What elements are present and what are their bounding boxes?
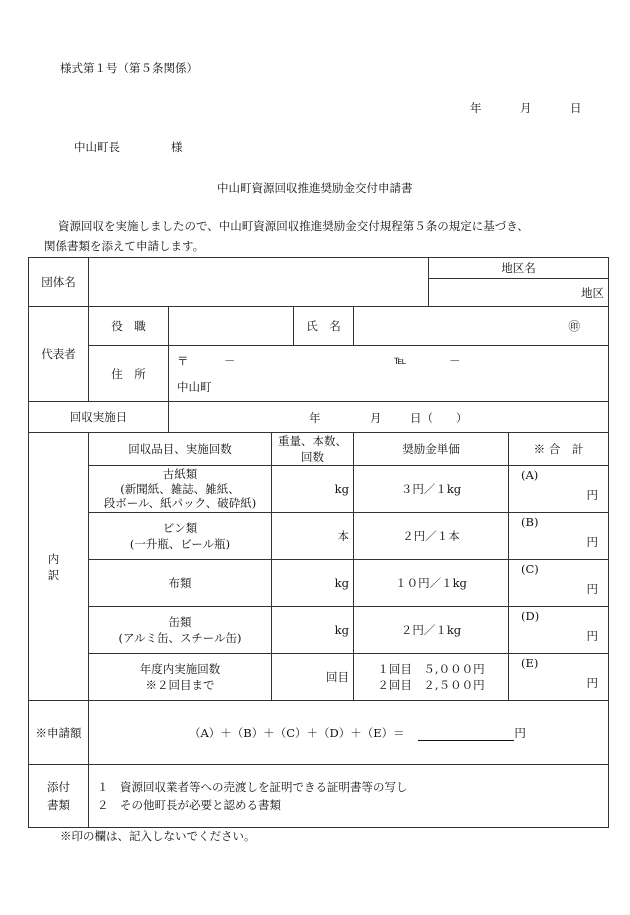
date-year: 年 [470, 101, 482, 115]
total-field[interactable] [509, 607, 609, 654]
item-detail: (アルミ缶、スチール缶) [118, 631, 242, 645]
attachments-label [29, 765, 89, 828]
rate-cell: ３円／１kg [354, 466, 509, 513]
yen-unit: 円 [586, 629, 598, 643]
header-item: 回収品目、実施回数 [89, 433, 272, 466]
item-name: 布類 [168, 576, 192, 590]
attachment-item: ２ その他町長が必要と認める書類 [97, 798, 281, 812]
unit-label: kg [334, 623, 349, 637]
date-month: 月 [520, 101, 532, 115]
group-name-field[interactable] [89, 258, 429, 307]
item-name: 年度内実施回数 [139, 661, 221, 676]
rate-cell [354, 654, 509, 701]
total-field[interactable] [509, 560, 609, 607]
total-label: (D) [521, 609, 540, 623]
form-number: 様式第１号（第５条関係） [60, 61, 198, 75]
header-total: ※ 合 計 [509, 433, 609, 466]
rate-cell: １０円／１kg [354, 560, 509, 607]
item-detail: (一升瓶、ビール瓶) [129, 537, 231, 551]
intro-line-2: 関係書類を添えて申請します。 [44, 239, 205, 253]
addressee: 中山町長 [74, 140, 120, 154]
item-detail: (新聞紙、雑誌、雑紙、 [120, 481, 240, 496]
footnote: ※印の欄は、記入しないでください。 [60, 829, 256, 843]
header-quantity: 重量、本数、回数 [272, 433, 354, 466]
table-row [29, 513, 609, 560]
yen-unit: 円 [586, 535, 598, 549]
attachments-label-line: 書類 [47, 798, 70, 812]
unit-label: kg [334, 482, 349, 496]
amount-blank-line[interactable] [418, 728, 514, 741]
rate-cell: ２円／１本 [354, 513, 509, 560]
total-label: (E) [521, 656, 539, 670]
date-day: 日 [570, 101, 582, 115]
item-name: 古紙類 [162, 466, 198, 481]
table-row [29, 466, 609, 513]
postal-dash: － [224, 354, 236, 368]
unit-label: 本 [337, 529, 349, 543]
total-field[interactable] [509, 466, 609, 513]
rate-line: １回目 ５,０００円 [377, 661, 485, 676]
representative-label: 代表者 [29, 307, 89, 402]
header-rate: 奨励金単価 [354, 433, 509, 466]
name-label: 氏 名 [294, 307, 354, 346]
quantity-field[interactable] [272, 654, 354, 701]
item-detail: ※２回目まで [145, 678, 215, 692]
intro-line-1: 資源回収を実施しましたので、中山町資源回収推進奨励金交付規程第５条の規定に基づき、 [58, 219, 529, 233]
rate-line: ２回目 ２,５００円 [377, 678, 485, 692]
application-amount-field[interactable] [89, 701, 609, 765]
item-cell [89, 607, 272, 654]
quantity-field[interactable] [272, 607, 354, 654]
total-field[interactable] [509, 654, 609, 701]
quantity-field[interactable] [272, 466, 354, 513]
yen-unit: 円 [586, 488, 598, 502]
collection-date-day: 日（ ） [410, 411, 468, 425]
collection-date-field[interactable] [169, 402, 609, 433]
yen-unit: 円 [586, 582, 598, 596]
table-row [29, 654, 609, 701]
yen-unit: 円 [586, 676, 598, 690]
town-prefix: 中山町 [177, 380, 212, 394]
total-field[interactable] [509, 513, 609, 560]
total-label: (C) [521, 562, 539, 576]
unit-label: kg [334, 576, 349, 590]
rate-cell: ２円／１kg [354, 607, 509, 654]
unit-label: 回目 [326, 670, 349, 684]
application-form-table [28, 257, 609, 828]
quantity-field[interactable] [272, 560, 354, 607]
item-detail: 段ボール、紙パック、破砕紙) [103, 496, 257, 511]
item-cell [89, 466, 272, 513]
address-field[interactable] [169, 346, 609, 402]
document-title: 中山町資源回収推進奨励金交付申請書 [217, 181, 413, 195]
position-field[interactable] [169, 307, 294, 346]
address-label: 住 所 [89, 346, 169, 402]
item-name: 缶類 [168, 614, 192, 629]
amount-formula: （A）＋（B）＋（C）＋（D）＋（E）＝ [189, 725, 405, 740]
item-cell [89, 560, 272, 607]
position-label: 役 職 [89, 307, 169, 346]
district-suffix: 地区 [581, 285, 604, 300]
total-label: (B) [521, 515, 539, 529]
attachments-list [89, 765, 609, 828]
table-row [29, 560, 609, 607]
table-row [29, 607, 609, 654]
attachments-label-line: 添付 [47, 779, 70, 794]
district-field[interactable] [429, 279, 609, 307]
collection-date-label: 回収実施日 [29, 402, 169, 433]
application-amount-label: ※申請額 [29, 701, 89, 765]
breakdown-label: 内 訳 [29, 433, 89, 701]
item-cell [89, 513, 272, 560]
group-name-label: 団体名 [29, 258, 89, 307]
collection-date-month: 月 [370, 411, 382, 425]
amount-yen: 円 [514, 725, 526, 740]
item-name: ビン類 [162, 520, 198, 535]
attachment-item: １ 資源回収業者等への売渡しを証明できる証明書等の写し [97, 779, 408, 794]
postal-mark: 〒 [177, 354, 189, 368]
quantity-field[interactable] [272, 513, 354, 560]
name-field[interactable] [354, 307, 609, 346]
seal-mark: ㊞ [568, 319, 580, 333]
total-label: (A) [521, 468, 539, 482]
honorific: 様 [171, 140, 183, 154]
collection-date-year: 年 [309, 411, 321, 425]
item-cell [89, 654, 272, 701]
tel-dash: － [449, 354, 461, 368]
district-label: 地区名 [429, 258, 609, 279]
tel-mark: ℡ [394, 353, 407, 367]
